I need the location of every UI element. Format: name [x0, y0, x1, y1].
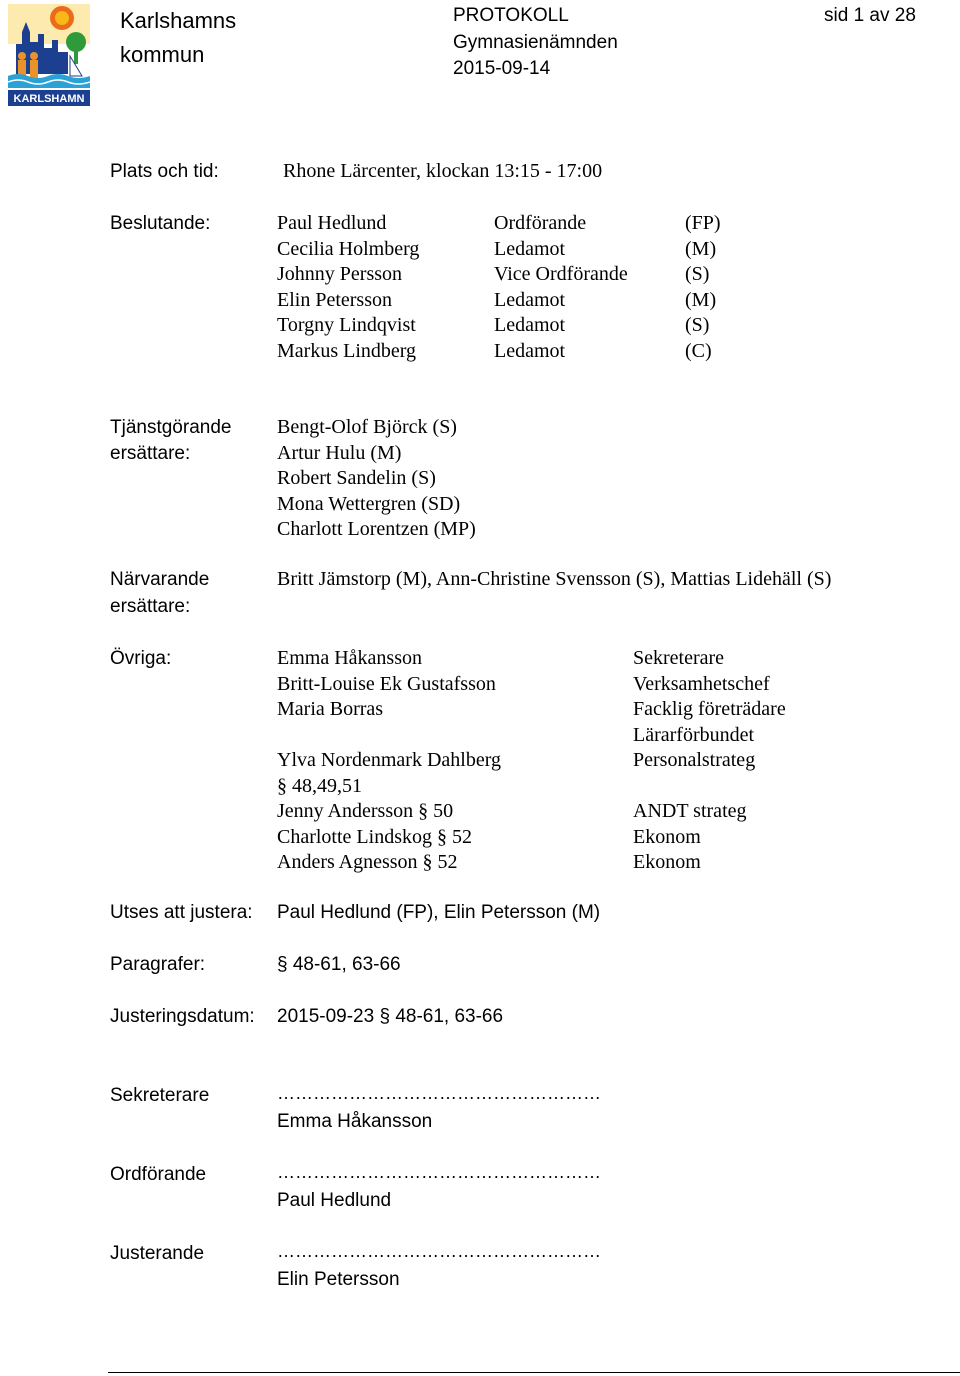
member-name: Torgny Lindqvist: [277, 314, 416, 336]
other-role: Sekreterare: [633, 647, 725, 669]
ovriga-roles: [633, 646, 786, 876]
substitute-name: Mona Wettergren (SD): [277, 492, 461, 515]
narvarande-label-line1: Närvarande: [110, 569, 210, 590]
substitute-name: Bengt-Olof Björck (S): [277, 416, 457, 438]
signature-label-justerande: Justerande: [110, 1243, 205, 1264]
beslutande-label: Beslutande:: [110, 213, 211, 234]
member-name: Markus Lindberg: [277, 339, 417, 362]
other-name: Ylva Nordenmark Dahlberg: [277, 749, 502, 771]
other-role: Personalstrateg: [633, 749, 756, 771]
plats-value: Rhone Lärcenter, klockan 13:15 - 17:00: [283, 160, 603, 182]
substitute-name: Robert Sandelin (S): [277, 467, 436, 489]
member-name: Paul Hedlund: [277, 212, 387, 234]
meeting-date: 2015-09-14: [453, 58, 551, 79]
tjanstgorande-label-line1: Tjänstgörande: [110, 417, 232, 438]
signature-line: ………………………………………………: [277, 1083, 601, 1103]
doc-type: PROTOKOLL: [453, 5, 569, 26]
member-role: Ledamot: [494, 237, 566, 260]
other-name: Jenny Andersson § 50: [277, 800, 454, 822]
substitute-name: Charlott Lorentzen (MP): [277, 518, 476, 540]
ovriga-label: Övriga:: [110, 648, 172, 669]
member-role: Ledamot: [494, 288, 566, 311]
member-party: (FP): [685, 212, 721, 234]
other-name: [277, 723, 501, 749]
beslutande-roles: [494, 211, 628, 364]
member-name: Elin Petersson: [277, 288, 392, 311]
other-name: Maria Borras: [277, 698, 384, 720]
committee-name: Gymnasienämnden: [453, 32, 618, 53]
signature-name: Elin Petersson: [277, 1269, 400, 1290]
substitute-name: Artur Hulu (M): [277, 441, 402, 464]
signature-label-sekreterare: Sekreterare: [110, 1085, 210, 1106]
other-role: Facklig företrädare: [633, 698, 786, 720]
ovriga-names: [277, 646, 501, 876]
signature-name: Emma Håkansson: [277, 1111, 433, 1132]
other-role: [633, 774, 786, 800]
paragrafer-value: § 48-61, 63-66: [277, 954, 401, 975]
tjanstgorande-names: [277, 415, 476, 543]
member-party: (M): [685, 237, 717, 260]
member-party: (S): [685, 263, 710, 285]
other-name: § 48,49,51: [277, 774, 362, 797]
signature-line: ………………………………………………: [277, 1241, 601, 1261]
justera-label: Utses att justera:: [110, 902, 253, 923]
footer-divider: [108, 1372, 960, 1373]
member-role: Ledamot: [494, 314, 566, 336]
justera-value: Paul Hedlund (FP), Elin Petersson (M): [277, 902, 601, 923]
paragrafer-label: Paragrafer:: [110, 954, 206, 975]
signature-name: Paul Hedlund: [277, 1190, 392, 1211]
other-name: Emma Håkansson: [277, 647, 422, 669]
justeringsdatum-value: 2015-09-23 § 48-61, 63-66: [277, 1006, 504, 1027]
plats-label: Plats och tid:: [110, 161, 219, 182]
org-name-line1: Karlshamns: [120, 8, 237, 33]
member-name: Cecilia Holmberg: [277, 237, 420, 260]
other-role: ANDT strateg: [633, 800, 747, 822]
signature-label-ordforande: Ordförande: [110, 1164, 207, 1185]
page-number: sid 1 av 28: [824, 5, 916, 26]
other-role: Lärarförbundet: [633, 723, 755, 746]
narvarande-value: Britt Jämstorp (M), Ann-Christine Svensson (S), Mattias Lidehäll (S): [277, 568, 832, 590]
signature-line: ………………………………………………: [277, 1162, 601, 1182]
other-name: Charlotte Lindskog § 52: [277, 825, 472, 848]
member-party: (S): [685, 314, 710, 336]
beslutande-names: [277, 211, 419, 364]
karlshamn-logo: [8, 4, 90, 106]
org-name-line2: kommun: [120, 42, 205, 67]
beslutande-parties: [685, 211, 721, 364]
member-party: (C): [685, 339, 712, 362]
other-name: Anders Agnesson § 52: [277, 851, 458, 873]
other-role: Ekonom: [633, 851, 701, 873]
member-role: Ledamot: [494, 339, 566, 362]
member-name: Johnny Persson: [277, 263, 403, 285]
other-role: Verksamhetschef: [633, 672, 770, 695]
other-name: Britt-Louise Ek Gustafsson: [277, 672, 496, 695]
justeringsdatum-label: Justeringsdatum:: [110, 1006, 255, 1027]
tjanstgorande-label-line2: ersättare:: [110, 443, 191, 464]
member-role: Vice Ordförande: [494, 263, 628, 285]
member-role: Ordförande: [494, 212, 587, 234]
narvarande-label-line2: ersättare:: [110, 596, 191, 617]
logo-wordmark: KARLSHAMN: [13, 93, 85, 105]
other-role: Ekonom: [633, 825, 701, 848]
member-party: (M): [685, 288, 717, 311]
